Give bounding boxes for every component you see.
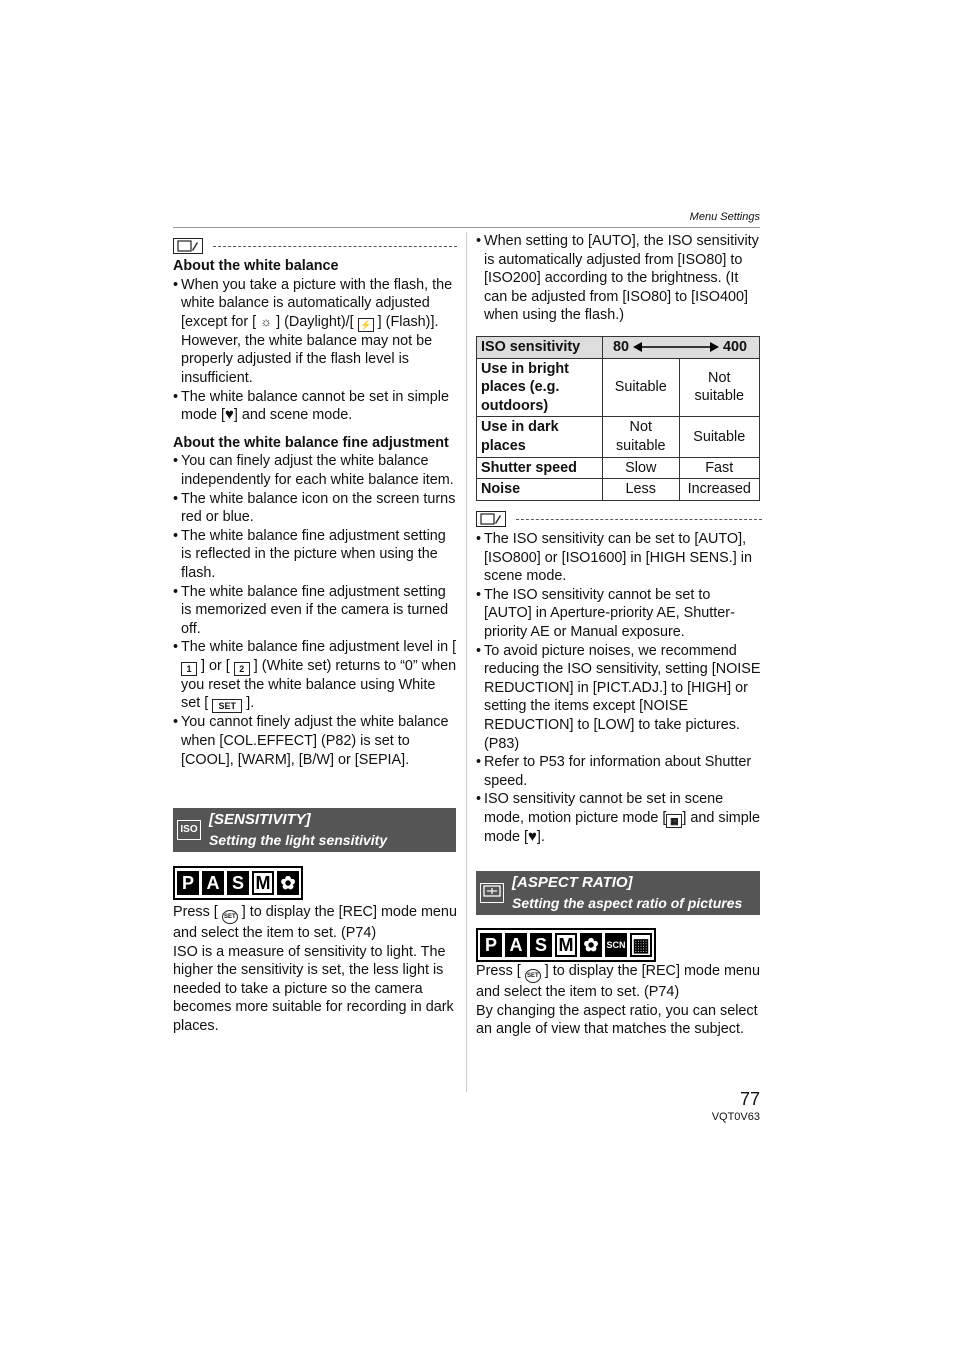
- motion-picture-icon: ▦: [666, 814, 682, 828]
- aspect-press: Press [ SET ] to display the [REC] mode menu and select the item to set. (P74): [476, 963, 760, 1000]
- row-dark-high: Suitable: [679, 417, 759, 457]
- fine-bullet-6: • You cannot finely adjust the white balance when [COL.EFFECT] (P82) is set to [COOL], [WARM], [B/W] or [SEPIA].: [173, 713, 457, 769]
- aspect-ratio-icon: [480, 883, 504, 903]
- note-bullet-4: • Refer to P53 for information about Shutter speed.: [476, 753, 762, 790]
- wb-heading: About the white balance: [173, 258, 339, 274]
- aspect-title: [ASPECT RATIO]: [512, 874, 633, 891]
- note-icon: [173, 238, 203, 254]
- daylight-icon: ☼: [260, 313, 273, 329]
- fine-bullet-3: • The white balance fine adjustment setting is reflected in the picture when using the flash.: [173, 527, 457, 583]
- iso-icon: ISO: [177, 820, 201, 840]
- white-set-1-icon: 1: [181, 662, 197, 676]
- simple-mode-icon: ♥: [225, 406, 234, 424]
- sens-body: ISO is a measure of sensitivity to light. The higher the sensitivity is set, the less light is needed to take a picture so the camera becomes more suitable for recording in dark places.: [173, 943, 454, 1034]
- note-marker-2: [476, 510, 762, 528]
- note-dashes: [213, 246, 457, 247]
- aspect-subtitle: Setting the aspect ratio of pictures: [512, 895, 743, 911]
- iso-high: 400: [723, 339, 748, 355]
- white-set-icon: SET: [212, 699, 242, 713]
- page-code: VQT0V63: [711, 1111, 760, 1123]
- note-icon-2: [476, 511, 506, 527]
- iso-low: 80: [613, 339, 630, 355]
- mode-s-icon: S: [227, 871, 249, 895]
- aspect-modes: [476, 928, 656, 962]
- row-dark-low: Not suitable: [603, 417, 680, 457]
- row-bright-high: Not suitable: [679, 358, 759, 417]
- wb-bullet-2: • The white balance cannot be set in simple mode [♥] and scene mode.: [173, 388, 457, 425]
- mode-m-icon-2: M: [555, 933, 577, 957]
- menu-set-icon: SET: [222, 910, 238, 924]
- range-arrow-icon: [633, 341, 719, 353]
- note-marker: [173, 237, 457, 255]
- row-noise-low: Less: [603, 479, 680, 501]
- fine-bullet-2: • The white balance icon on the screen turns red or blue.: [173, 490, 457, 527]
- mode-macro-icon: ✿: [277, 871, 299, 895]
- iso-header: ISO sensitivity: [477, 337, 603, 359]
- mode-m-icon: M: [252, 871, 274, 895]
- wb-bullet-1: • When you take a picture with the flash, the white balance is automatically adjusted [except for [ ☼ ] (Daylight)/[ ⚡ ] (Flash)]. However, the white balance may not be properly adjusted if the flash level is insufficient.: [173, 276, 457, 388]
- row-bright-low: Suitable: [603, 358, 680, 417]
- fine-bullet-5: • The white balance fine adjustment level in [ 1 ] or [ 2 ] (White set) returns to “0” when you reset the white balance using White set [ SET ].: [173, 638, 457, 713]
- row-shutter-high: Fast: [679, 457, 759, 479]
- right-column: [476, 232, 762, 325]
- aspect-body: By changing the aspect ratio, you can select an angle of view that matches the subject.: [476, 1002, 758, 1038]
- fine-bullet-4: • The white balance fine adjustment setting is memorized even if the camera is turned off.: [173, 583, 457, 639]
- aspect-text: [476, 962, 762, 1039]
- sens-press: Press [ SET ] to display the [REC] mode menu and select the item to set. (P74): [173, 904, 457, 941]
- mode-s-icon-2: S: [530, 933, 552, 957]
- sensitivity-banner: [173, 808, 456, 852]
- sensitivity-text: [173, 903, 457, 1036]
- row-shutter-low: Slow: [603, 457, 680, 479]
- note-bullet-3: • To avoid picture noises, we recommend reducing the ISO sensitivity, setting [NOISE REDUCTION] in [PICT.ADJ.] to [HIGH] or setting the items except [NOISE REDUCTION] to [LOW] to take pictures. (P83): [476, 642, 762, 754]
- sensitivity-title: [SENSITIVITY]: [209, 811, 311, 828]
- fine-heading: About the white balance fine adjustment: [173, 434, 449, 451]
- section-label: Menu Settings: [689, 211, 760, 223]
- auto-bullet: • When setting to [AUTO], the ISO sensitivity is automatically adjusted from [ISO80] to [ISO200] according to the brightness. (It can be adjusted from [ISO80] to [ISO400] when using the flash.): [476, 232, 762, 325]
- note-bullet-2: • The ISO sensitivity cannot be set to [AUTO] in Aperture-priority AE, Shutter-priority AE or Manual exposure.: [476, 586, 762, 642]
- row-shutter-label: Shutter speed: [477, 457, 603, 479]
- sensitivity-modes: [173, 866, 303, 900]
- sensitivity-subtitle: Setting the light sensitivity: [209, 832, 388, 848]
- left-column: [173, 237, 457, 769]
- mode-a-icon: A: [202, 871, 224, 895]
- mode-p-icon: P: [177, 871, 199, 895]
- flash-wb-icon: ⚡: [358, 318, 374, 332]
- mode-scene-icon: SCN: [605, 933, 627, 957]
- note-bullet-1: • The ISO sensitivity can be set to [AUTO], [ISO800] or [ISO1600] in [HIGH SENS.] in scene mode.: [476, 530, 762, 586]
- fine-bullet-1: • You can finely adjust the white balance independently for each white balance item.: [173, 452, 457, 489]
- header-rule: [173, 227, 760, 228]
- aspect-banner: [476, 871, 760, 915]
- row-bright-label: Use in bright places (e.g. outdoors): [477, 358, 603, 417]
- iso-table: [476, 336, 760, 501]
- simple-mode-icon-2: ♥: [528, 827, 537, 845]
- note-bullet-5: • ISO sensitivity cannot be set in scene mode, motion picture mode [ ▦ ] and simple mode [♥].: [476, 790, 762, 846]
- note-dashes-2: [516, 519, 762, 520]
- menu-set-icon-2: SET: [525, 969, 541, 983]
- mode-macro-icon-2: ✿: [580, 933, 602, 957]
- mode-motion-icon: ▦: [630, 933, 652, 957]
- row-noise-label: Noise: [477, 479, 603, 501]
- mode-p-icon-2: P: [480, 933, 502, 957]
- mode-a-icon-2: A: [505, 933, 527, 957]
- right-notes: [476, 510, 762, 847]
- row-noise-high: Increased: [679, 479, 759, 501]
- white-set-2-icon: 2: [234, 662, 250, 676]
- row-dark-label: Use in dark places: [477, 417, 603, 457]
- page-number: 77: [739, 1089, 760, 1109]
- column-divider: [466, 232, 467, 1092]
